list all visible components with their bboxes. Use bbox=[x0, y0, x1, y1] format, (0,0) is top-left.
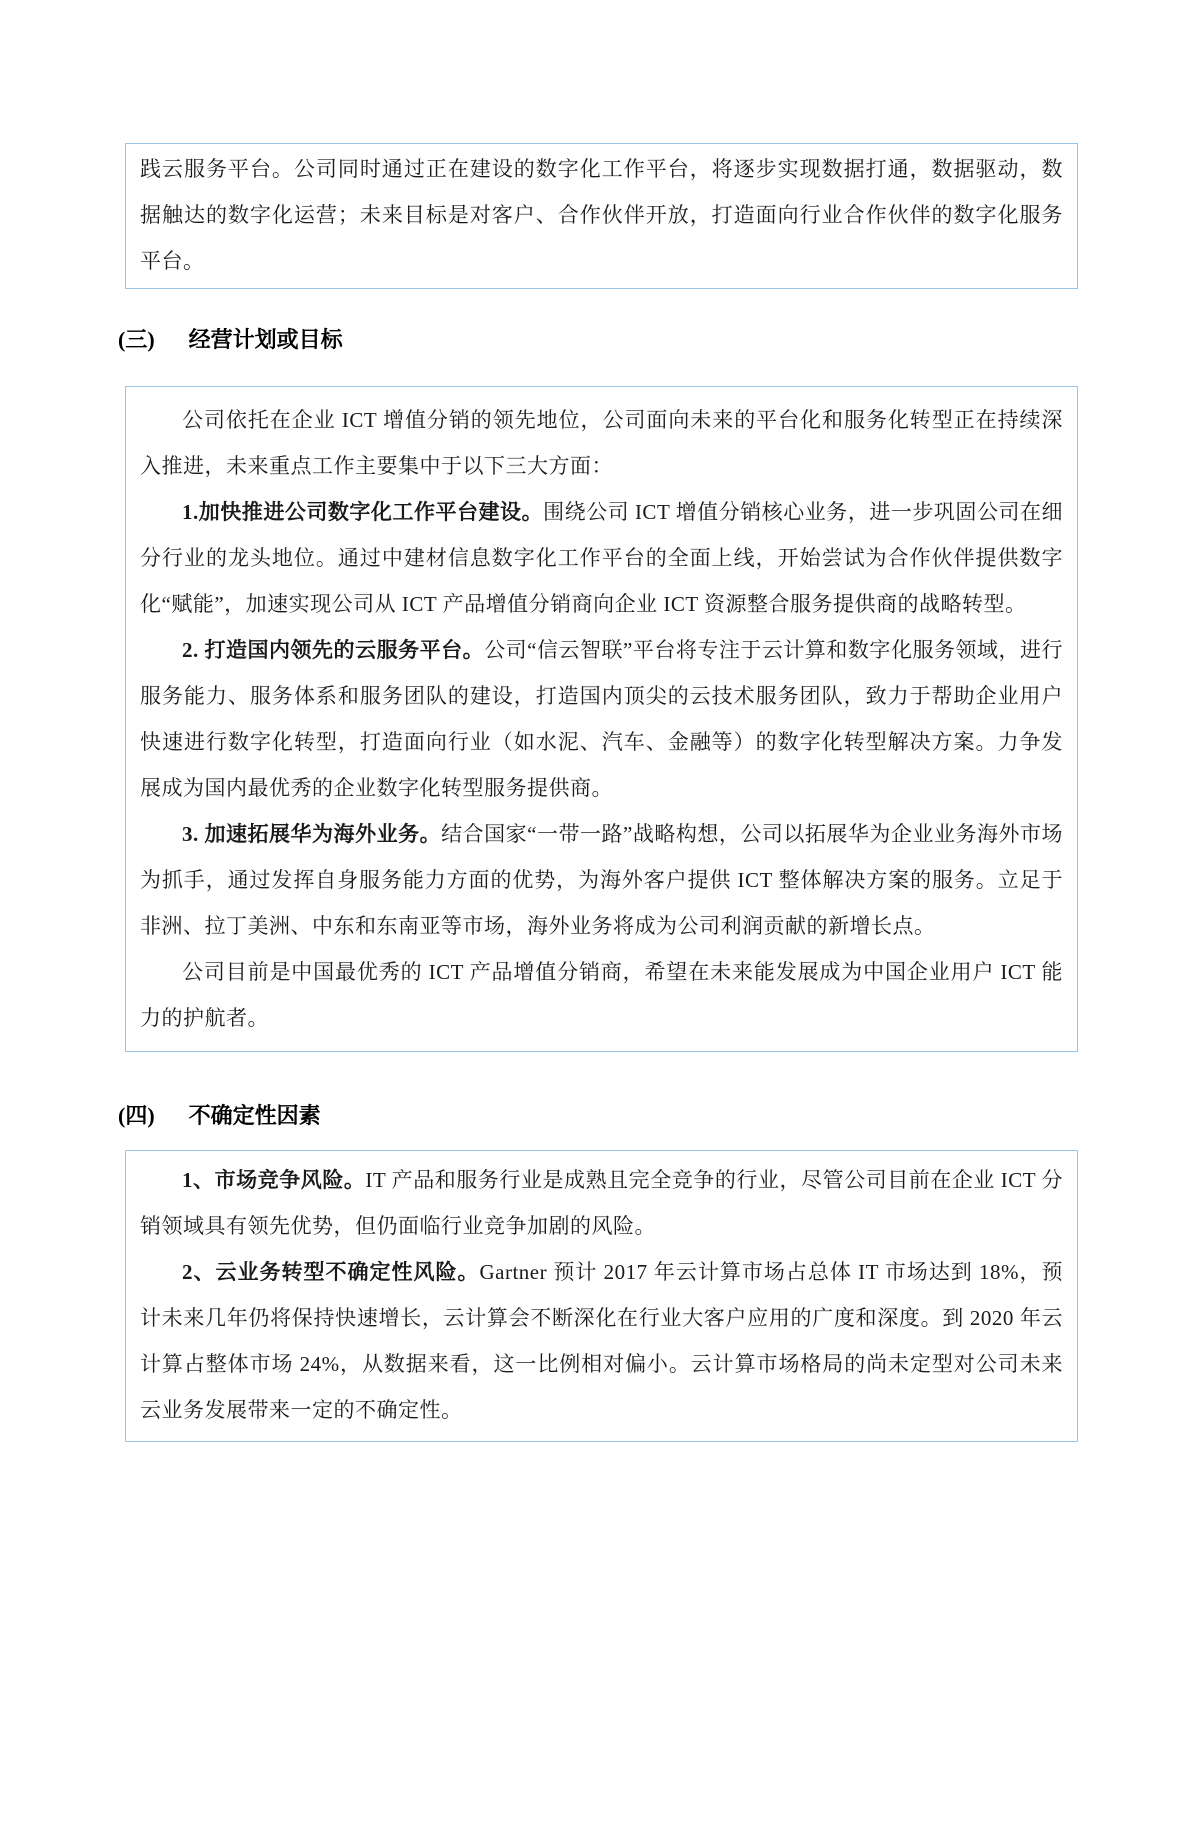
section-number: (四) bbox=[118, 1103, 155, 1128]
business-plan-box bbox=[125, 386, 1078, 1052]
paragraph-item-3 bbox=[140, 811, 1063, 949]
paragraph-item-1 bbox=[140, 489, 1063, 627]
section-heading-business-plan bbox=[118, 326, 1200, 354]
continuation-text-box bbox=[125, 143, 1078, 289]
paragraph-text: 围绕公司 ICT 增值分销核心业务，进一步巩固公司在细分行业的龙头地位。通过中建材信息数字化工作平台的全面上线，开始尝试为合作伙伴提供数字化“赋能”，加速实现公司从 ICT 产品增值分销商向企业 ICT 资源整合服务提供商的战略转型。 bbox=[140, 500, 1063, 616]
continuation-paragraph bbox=[140, 146, 1063, 284]
paragraph-lead: 3. 加速拓展华为海外业务。 bbox=[182, 822, 442, 846]
paragraph-text: 公司“信云智联”平台将专注于云计算和数字化服务领域，进行服务能力、服务体系和服务团队的建设，打造国内顶尖的云技术服务团队，致力于帮助企业用户快速进行数字化转型，打造面向行业（如水泥、汽车、金融等）的数字化转型解决方案。力争发展成为国内最优秀的企业数字化转型服务提供商。 bbox=[140, 638, 1064, 800]
document-page bbox=[0, 143, 1200, 1840]
paragraph-text: Gartner 预计 2017 年云计算市场占总体 IT 市场达到 18%，预计未来几年仍将保持快速增长，云计算会不断深化在行业大客户应用的广度和深度。到 2020 年云计算占整体市场 24%，从数据来看，这一比例相对偏小。云计算市场格局的尚未定型对公司未来云业务发展带来一定的不确定性。 bbox=[140, 1260, 1064, 1422]
paragraph-intro bbox=[140, 397, 1063, 489]
paragraph-lead: 1.加快推进公司数字化工作平台建设。 bbox=[182, 500, 544, 524]
paragraph-closing bbox=[140, 949, 1063, 1041]
paragraph-text: 结合国家“一带一路”战略构想，公司以拓展华为企业业务海外市场为抓手，通过发挥自身服务能力方面的优势，为海外客户提供 ICT 整体解决方案的服务。立足于非洲、拉丁美洲、中东和东南亚等市场，海外业务将成为公司利润贡献的新增长点。 bbox=[140, 822, 1064, 938]
paragraph-lead: 2、云业务转型不确定性风险。 bbox=[182, 1260, 480, 1284]
paragraph-text: 践云服务平台。公司同时通过正在建设的数字化工作平台，将逐步实现数据打通，数据驱动，数据触达的数字化运营；未来目标是对客户、合作伙伴开放，打造面向行业合作伙伴的数字化服务平台。 bbox=[140, 157, 1063, 273]
paragraph-text: 公司目前是中国最优秀的 ICT 产品增值分销商，希望在未来能发展成为中国企业用户 ICT 能力的护航者。 bbox=[140, 960, 1063, 1030]
paragraph-lead: 1、市场竞争风险。 bbox=[182, 1168, 366, 1192]
section-number: (三) bbox=[118, 327, 155, 352]
section-title: 经营计划或目标 bbox=[188, 327, 343, 352]
section-heading-uncertainty bbox=[118, 1102, 1200, 1130]
paragraph-lead: 2. 打造国内领先的云服务平台。 bbox=[182, 638, 485, 662]
uncertainty-box bbox=[125, 1150, 1078, 1442]
paragraph-risk-1 bbox=[140, 1157, 1063, 1249]
paragraph-text: IT 产品和服务行业是成熟且完全竞争的行业，尽管公司目前在企业 ICT 分销领域具有领先优势，但仍面临行业竞争加剧的风险。 bbox=[140, 1168, 1063, 1238]
paragraph-text: 公司依托在企业 ICT 增值分销的领先地位，公司面向未来的平台化和服务化转型正在持续深入推进，未来重点工作主要集中于以下三大方面： bbox=[140, 408, 1063, 478]
section-title: 不确定性因素 bbox=[188, 1103, 321, 1128]
paragraph-risk-2 bbox=[140, 1249, 1063, 1433]
paragraph-item-2 bbox=[140, 627, 1063, 811]
